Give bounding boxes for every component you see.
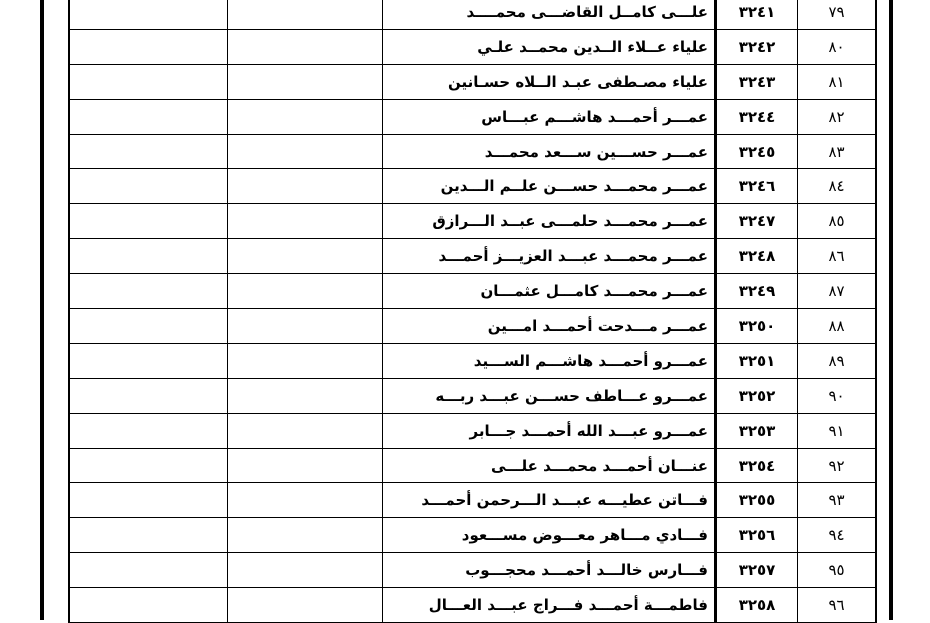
row-number: ٩٠ — [798, 378, 877, 413]
blank-cell-2 — [228, 134, 383, 169]
student-name: فـــاتن عطيـــه عبـــد الـــرحمن أحمـــد — [383, 483, 716, 518]
student-name: علـــى كامــل القاضـــى محمــــد — [383, 0, 716, 29]
blank-cell-1 — [69, 29, 228, 64]
row-number: ٧٩ — [798, 0, 877, 29]
table-row — [69, 29, 876, 64]
row-number: ٩٤ — [798, 518, 877, 553]
seat-code: ٣٢٥٤ — [716, 448, 798, 483]
student-name: عمـــر محمـــد حســـن علــم الـــدين — [383, 169, 716, 204]
row-number: ٨٢ — [798, 99, 877, 134]
table-row — [69, 588, 876, 623]
blank-cell-1 — [69, 309, 228, 344]
table-row — [69, 64, 876, 99]
blank-cell-2 — [228, 274, 383, 309]
student-name: عمـــر حســـين ســـعد محمـــد — [383, 134, 716, 169]
seat-code: ٣٢٥٣ — [716, 413, 798, 448]
seat-code: ٣٢٥١ — [716, 343, 798, 378]
page-border-left — [40, 0, 44, 620]
seat-code: ٣٢٥٠ — [716, 309, 798, 344]
table-row — [69, 274, 876, 309]
blank-cell-1 — [69, 169, 228, 204]
blank-cell-2 — [228, 29, 383, 64]
seat-code: ٣٢٥٢ — [716, 378, 798, 413]
blank-cell-1 — [69, 239, 228, 274]
row-number: ٨٧ — [798, 274, 877, 309]
blank-cell-1 — [69, 99, 228, 134]
student-name: عمـــرو أحمـــد هاشـــم الســـيد — [383, 343, 716, 378]
seat-code: ٣٢٤٣ — [716, 64, 798, 99]
row-number: ٩١ — [798, 413, 877, 448]
page-border-right — [889, 0, 893, 620]
row-number: ٨٥ — [798, 204, 877, 239]
row-number: ٨٩ — [798, 343, 877, 378]
seat-code: ٣٢٤٨ — [716, 239, 798, 274]
seat-code: ٣٢٤٤ — [716, 99, 798, 134]
blank-cell-1 — [69, 134, 228, 169]
student-name: علياء عــلاء الــدين محمــد علـي — [383, 29, 716, 64]
blank-cell-2 — [228, 588, 383, 623]
seat-code: ٣٢٤٥ — [716, 134, 798, 169]
seat-code: ٣٢٥٥ — [716, 483, 798, 518]
table-row — [69, 309, 876, 344]
seat-code: ٣٢٥٦ — [716, 518, 798, 553]
blank-cell-2 — [228, 309, 383, 344]
student-name: عنـــان أحمـــد محمـــد علـــى — [383, 448, 716, 483]
table-row — [69, 204, 876, 239]
blank-cell-1 — [69, 343, 228, 378]
student-name: عمـــرو عـــاطف حســـن عبـــد ربـــه — [383, 378, 716, 413]
row-number: ٨٠ — [798, 29, 877, 64]
blank-cell-2 — [228, 378, 383, 413]
seat-code: ٣٢٤١ — [716, 0, 798, 29]
blank-cell-1 — [69, 483, 228, 518]
seat-code: ٣٢٤٦ — [716, 169, 798, 204]
student-name: علياء مصـطفى عبـد الــلاه حسـانين — [383, 64, 716, 99]
blank-cell-1 — [69, 448, 228, 483]
table-row — [69, 99, 876, 134]
blank-cell-1 — [69, 588, 228, 623]
row-number: ٩٢ — [798, 448, 877, 483]
blank-cell-1 — [69, 413, 228, 448]
student-name: عمـــر أحمـــد هاشـــم عبـــاس — [383, 99, 716, 134]
blank-cell-1 — [69, 274, 228, 309]
seat-code: ٣٢٤٩ — [716, 274, 798, 309]
student-name: عمـــر محمـــد عبـــد العزيـــز أحمـــد — [383, 239, 716, 274]
blank-cell-1 — [69, 378, 228, 413]
blank-cell-1 — [69, 0, 228, 29]
table-row — [69, 343, 876, 378]
row-number: ٨٤ — [798, 169, 877, 204]
row-number: ٨٦ — [798, 239, 877, 274]
table-row — [69, 553, 876, 588]
student-name: عمـــر مـــدحت أحمـــد امـــين — [383, 309, 716, 344]
table-row — [69, 518, 876, 553]
blank-cell-2 — [228, 169, 383, 204]
seat-code: ٣٢٥٧ — [716, 553, 798, 588]
blank-cell-2 — [228, 204, 383, 239]
blank-cell-2 — [228, 483, 383, 518]
table-row — [69, 378, 876, 413]
row-number: ٩٥ — [798, 553, 877, 588]
table-row — [69, 413, 876, 448]
row-number: ٨٣ — [798, 134, 877, 169]
blank-cell-2 — [228, 99, 383, 134]
student-name: عمـــرو عبـــد الله أحمـــد جـــابر — [383, 413, 716, 448]
table-row — [69, 448, 876, 483]
seat-code: ٣٢٤٧ — [716, 204, 798, 239]
student-name: فاطمـــة أحمـــد فـــراج عبـــد العـــال — [383, 588, 716, 623]
blank-cell-2 — [228, 343, 383, 378]
seat-code: ٣٢٤٢ — [716, 29, 798, 64]
student-name: فـــادي مـــاهر معـــوض مســـعود — [383, 518, 716, 553]
table-row — [69, 239, 876, 274]
blank-cell-2 — [228, 518, 383, 553]
student-name: عمـــر محمـــد حلمـــى عبــد الـــرازق — [383, 204, 716, 239]
blank-cell-1 — [69, 204, 228, 239]
roster-body — [69, 0, 876, 623]
row-number: ٩٣ — [798, 483, 877, 518]
blank-cell-1 — [69, 553, 228, 588]
blank-cell-2 — [228, 0, 383, 29]
blank-cell-1 — [69, 518, 228, 553]
student-name: فـــارس خالـــد أحمـــد محجـــوب — [383, 553, 716, 588]
blank-cell-2 — [228, 448, 383, 483]
blank-cell-2 — [228, 553, 383, 588]
table-row — [69, 169, 876, 204]
row-number: ٩٦ — [798, 588, 877, 623]
blank-cell-2 — [228, 239, 383, 274]
row-number: ٨١ — [798, 64, 877, 99]
student-name: عمـــر محمـــد كامـــل عثمـــان — [383, 274, 716, 309]
blank-cell-2 — [228, 413, 383, 448]
table-row — [69, 134, 876, 169]
blank-cell-1 — [69, 64, 228, 99]
student-roster-table — [68, 0, 877, 623]
table-row — [69, 483, 876, 518]
row-number: ٨٨ — [798, 309, 877, 344]
seat-code: ٣٢٥٨ — [716, 588, 798, 623]
blank-cell-2 — [228, 64, 383, 99]
table-row — [69, 0, 876, 29]
